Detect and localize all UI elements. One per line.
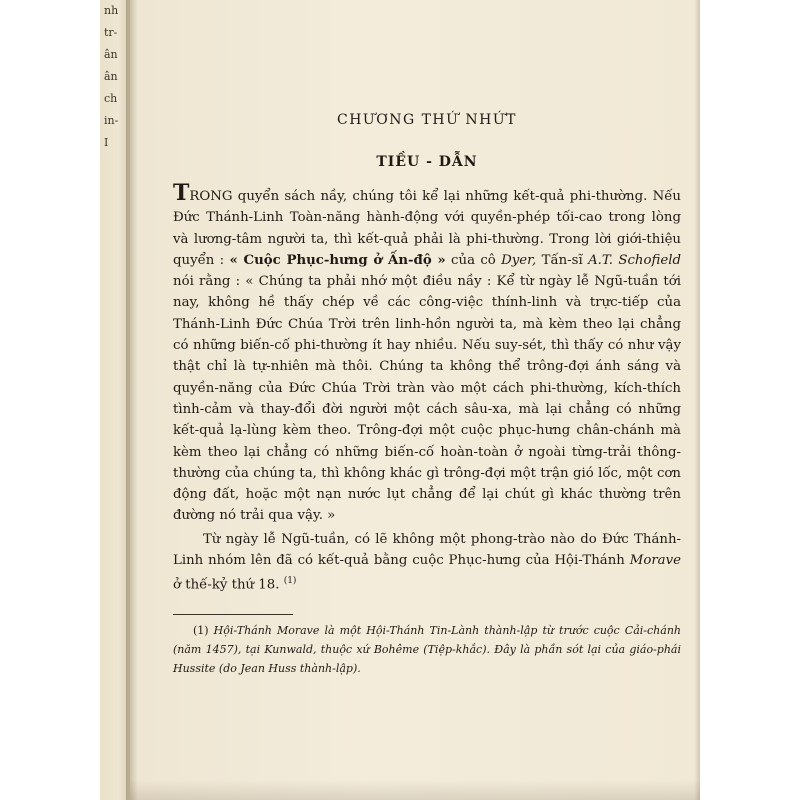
paragraph-intro xyxy=(173,180,681,527)
section-title: TIỀU - DẪN xyxy=(376,154,478,170)
footnote-divider xyxy=(173,614,293,615)
left-fragment: ân xyxy=(104,70,118,83)
left-fragment: tr- xyxy=(104,26,118,39)
footnote xyxy=(173,621,681,678)
chapter-title: CHƯƠNG THỨ NHỨT xyxy=(337,112,517,128)
drop-cap: T xyxy=(173,180,190,206)
left-page-text xyxy=(104,0,128,154)
paragraph-text: của cô xyxy=(445,252,502,268)
page-right-edge xyxy=(694,0,700,800)
left-fragment: in- xyxy=(104,114,119,127)
left-fragment: ân xyxy=(104,48,118,61)
footnote-reference: (1) xyxy=(283,576,297,587)
paragraph-text: ở thế-kỷ thứ 18. xyxy=(173,577,280,593)
footnote-text: Hội-Thánh Morave là một Hội-Thánh Tin-Lành thành-lập từ trước cuộc Cải-chánh (năm 1457), tại Kunwald, thuộc xứ Bohême (Tiệp-khắc). Đây là phần sót lại của giáo-phái Hussite (do Jean Huss thành-lập). xyxy=(173,624,681,676)
author-name: Dyer, xyxy=(501,252,537,268)
left-fragment: ch xyxy=(104,92,118,105)
page-bottom-shadow xyxy=(130,780,700,800)
page-content xyxy=(173,112,681,678)
left-fragment: nh xyxy=(104,4,119,17)
left-fragment: I xyxy=(104,136,109,149)
paragraph-text: Tấn-sĩ xyxy=(536,252,589,268)
gutter-shadow xyxy=(126,0,138,800)
footnote-number: (1) xyxy=(193,624,209,638)
paragraph-moravian xyxy=(173,529,681,596)
church-name: Morave xyxy=(629,553,681,569)
paragraph-text: RONG quyển sách nầy, chúng tôi kể lại những kết-quả phi-thường. Nếu Đức Thánh-Linh Toàn-năng hành-động với quyền-phép tối-cao trong lòng và lương-tâm người ta, thì kết-quả phải là phi-thường. Trong lời giới-thiệu quyển : xyxy=(173,189,681,268)
paragraph-text: Từ ngày lễ Ngũ-tuần, có lẽ không một phong-trào nào do Đức Thánh-Linh nhóm lên đã có kết-quả bằng cuộc Phục-hưng của Hội-Thánh xyxy=(173,531,681,569)
book-title: « Cuộc Phục-hưng ở Ấn-độ » xyxy=(229,252,446,268)
author-name: A.T. Schofield xyxy=(588,252,681,268)
paragraph-text: nói rằng : « Chúng ta phải nhớ một điều nầy : Kể từ ngày lễ Ngũ-tuần tới nay, không hề thấy chép về các công-việc thính-linh và trực-tiếp của Thánh-Linh Đức Chúa Trời trên linh-hồn người ta, mà kèm theo lại chẳng có những biến-cố phi-thường ít hay nhiều. Nếu suy-sét, thì thấy có như vậy thật chỉ là tự-nhiên mà thôi. Chúng ta không thể trông-đợi ánh sáng và quyền-năng của Đức Chúa Trời tràn vào một cách phi-thường, kích-thích tình-cảm và thay-đổi đời người một cách sâu-xa, mà lại chẳng có những kết-quả lạ-lùng kèm theo. Trông-đợi một cuộc phục-hưng chân-chánh mà kèm theo lại chẳng có những biến-cố hoàn-toàn ở ngoài từng-trải thông-thường của chúng ta, thì không khác gì trông-đợi một trận gió lốc, một cơn động đất, hoặc một nạn nước lụt chẳng để lại chút gì khác thường trên đường nó trải qua vậy. » xyxy=(173,274,681,524)
